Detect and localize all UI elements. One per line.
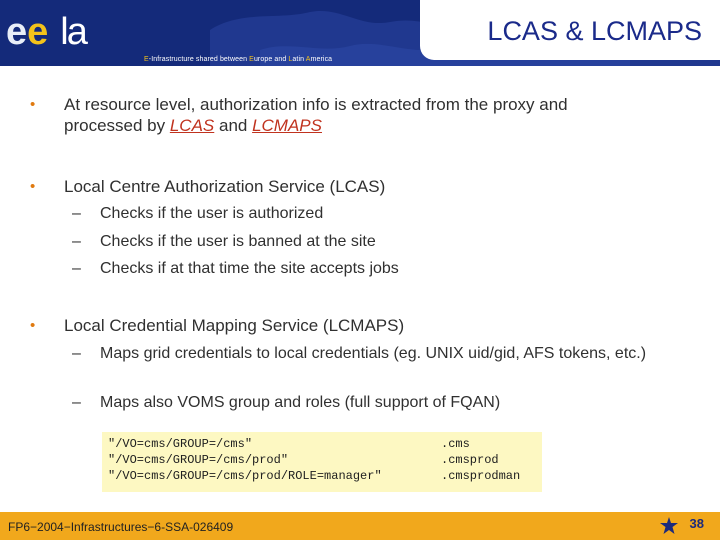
sub-item: – Maps also VOMS group and roles (full support of FQAN) xyxy=(72,394,501,411)
sub-item: – Checks if the user is authorized xyxy=(72,205,324,222)
dash-glyph: – xyxy=(72,233,81,250)
eela-logo xyxy=(6,8,86,52)
bullet-dot: • xyxy=(30,317,36,334)
bullet-dot: • xyxy=(30,96,36,113)
sub-item: – Checks if the user is banned at the site xyxy=(72,233,376,250)
fqan-line: "/VO=cms/GROUP=/cms/prod/ROLE=manager" xyxy=(108,469,382,483)
account-line: .cmsprod xyxy=(441,453,499,467)
lcmaps-link[interactable]: LCMAPS xyxy=(252,116,322,135)
footer-band xyxy=(0,512,720,540)
bullet-lcas xyxy=(30,176,684,197)
sub-item: – Checks if at that time the site accepts jobs xyxy=(72,260,399,277)
project-reference: FP6−2004−Infrastructures−6-SSA-026409 xyxy=(8,520,234,534)
lcas-link[interactable]: LCAS xyxy=(169,116,215,135)
bullet-text: Local Credential Mapping Service (LCMAPS) xyxy=(64,316,405,335)
fqan-line: "/VO=cms/GROUP=/cms/prod" xyxy=(108,453,289,467)
dash-glyph: – xyxy=(72,205,81,222)
title-panel xyxy=(420,0,720,60)
eu-star-icon xyxy=(658,516,680,536)
bullet-text: Local Centre Authorization Service (LCAS) xyxy=(64,177,386,196)
slide-title: LCAS & LCMAPS xyxy=(487,16,702,46)
dash-glyph: – xyxy=(72,260,81,277)
account-line: .cms xyxy=(441,437,470,451)
fqan-list xyxy=(108,436,382,484)
logo-letter-e: e xyxy=(6,11,26,53)
account-line: .cmsprodman xyxy=(441,469,521,483)
sub-item: – Maps grid credentials to local credentials (eg. UNIX uid/gid, AFS tokens, etc.) xyxy=(72,345,647,362)
logo-letter-e-gold: e xyxy=(27,11,47,53)
bullet-authorization-info xyxy=(30,94,684,136)
bullet-dot: • xyxy=(30,178,36,195)
logo-letters-la: la xyxy=(60,11,86,53)
dash-glyph: – xyxy=(72,345,81,362)
page-number: 38 xyxy=(689,516,704,531)
dash-glyph: – xyxy=(72,394,81,411)
account-list xyxy=(441,436,520,484)
fqan-mapping-code-box xyxy=(102,432,542,492)
bullet-lcmaps xyxy=(30,315,684,336)
header-subtitle: E-Infrastructure shared between Europe and Latin America xyxy=(144,56,333,63)
fqan-line: "/VO=cms/GROUP=/cms" xyxy=(108,437,253,451)
bullet-text: At resource level, authorization info is extracted from the proxy and processed by LCAS and LCMAPS xyxy=(64,95,568,135)
